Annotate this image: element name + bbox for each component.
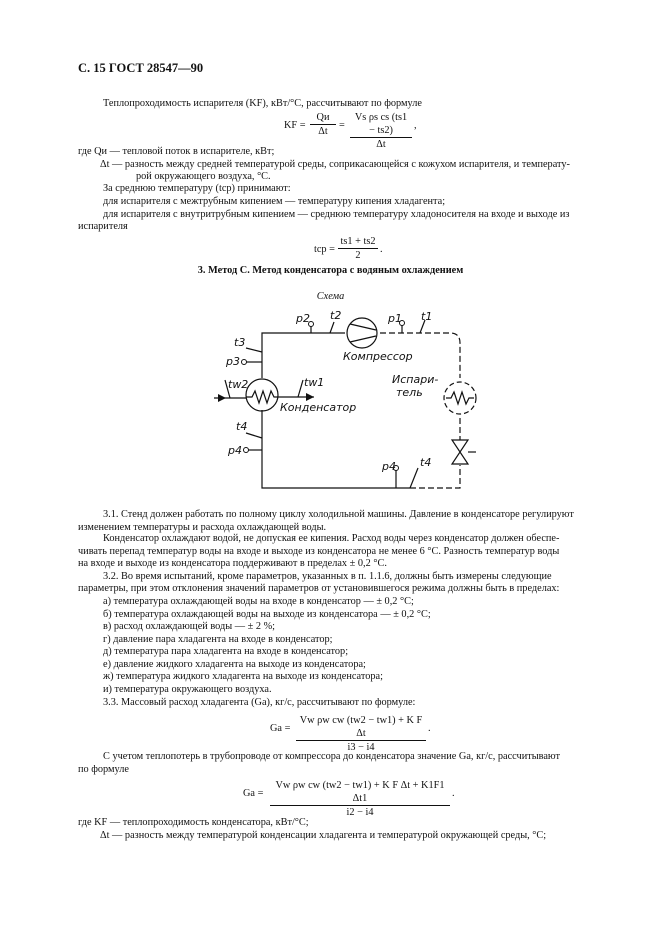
formula-tcp-den: 2 [355,250,361,261]
formula-ga2-den: i2 − i4 [346,807,374,818]
formula-ga2-frac [270,779,450,819]
pcond-line2: чивать перепад температур воды на входе и выходе из конденсатора не менее 6 °C. Разность температур воды [78,546,560,557]
ploss-line2: по формуле [78,764,129,775]
probe-p4-left-dot [244,448,249,453]
label-compressor: Компрессор [343,350,413,363]
avg-temp-3: для испарителя с внутритрубным кипением — среднюю температуру хладоносителя на входе и выходе из [103,209,570,220]
water-out-arrow [306,393,314,401]
probe-tw1 [298,380,303,397]
avg-temp-4: испарителя [78,221,128,232]
formula-ga1-den: i3 − i4 [347,742,375,753]
where1-dt-2: рой окружающего воздуха, °C. [136,171,271,182]
formula-kf-lhs: KF = [284,120,306,131]
p32-item-zh: ж) температура жидкого хладагента на выходе из конденсатора; [103,671,383,682]
label-condenser: Конденсатор [280,401,357,414]
condenser-coil [246,391,278,403]
formula-ga1-num: Vw ρw cw (tw2 − tw1) + K F Δt [296,714,426,741]
label-p4-left: p4 [228,444,242,457]
where2-kf: где KF — теплопроходимость конденсатора, кВт/°C; [78,817,309,828]
pcond-line1: Конденсатор охлаждают водой, не допуская ее кипения. Расход воды через конденсатор должен обеспе- [103,533,560,544]
formula-kf-frac2-den: Δt [376,139,386,150]
p32-line2: параметры, при этом отклонения значений параметров от установившегося режима должны быть в пределах: [78,583,560,594]
label-tw2: tw2 [228,378,249,391]
p33: 3.3. Массовый расход хладагента (Gа), кг/с, рассчитывают по формуле: [103,697,416,708]
probe-t4-left [246,433,262,438]
formula-tcp-tail: . [380,244,383,255]
ploss-line1: С учетом теплопотерь в трубопроводе от компрессора до конденсатора значение Gа, кг/с, рассчитывают [103,751,560,762]
label-p3: p3 [226,355,240,368]
probe-p3-dot [242,360,247,365]
page-header: С. 15 ГОСТ 28547—90 [78,61,204,75]
label-t2: t2 [330,309,342,322]
p32-item-i: и) температура окружающего воздуха. [103,684,272,695]
pipe-left-lower [262,410,410,488]
label-tw1: tw1 [304,376,325,389]
probe-t2 [330,322,334,333]
p32-item-e: е) давление жидкого хладагента на выходе из конденсатора; [103,659,366,670]
section-title: 3. Метод С. Метод конденсатора с водяным охлаждением [197,265,464,276]
evaporator-coil [446,392,474,404]
probe-t3 [246,348,262,352]
where1-q: где Qи — тепловой поток в испарителе, кВт; [78,146,275,157]
probe-t4-right [410,468,418,488]
formula-ga1-lhs: Gа = [270,723,291,734]
formula-ga2-lhs: Gа = [243,788,264,799]
avg-temp-2: для испарителя с межтрубным кипением — температуру кипения хладагента; [103,196,446,207]
formula-kf-frac1-den: Δt [318,126,328,137]
p32-item-b: б) температура охлаждающей воды на выходе из конденсатора — ± 0,2 °C; [103,609,431,620]
label-p1: p1 [388,312,402,325]
pipe-top-left [262,333,345,340]
p31-line2: изменением температуры и расхода охлаждающей воды. [78,522,327,533]
expansion-valve-symbol [452,440,468,464]
formula-kf-frac2-num: Vs ρs cs (ts1 − ts2) [350,111,412,138]
schema-title: Схема [316,291,345,302]
label-t1: t1 [421,310,433,323]
formula-ga1-tail: . [428,723,431,734]
p32-item-a: а) температура охлаждающей воды на входе в конденсатор — ± 0,2 °C; [103,596,414,607]
label-t3: t3 [234,336,246,349]
compressor-lines [350,324,376,342]
formula-kf-eq: = [339,120,345,131]
p32-item-g: г) давление пара хладагента на входе в конденсатор; [103,634,333,645]
p31-line1: 3.1. Стенд должен работать по полному циклу холодильной машины. Давление в конденсаторе регулируют [103,509,574,520]
label-evaporator-2: тель [396,386,423,399]
formula-kf-frac1-num: Qи [310,111,336,125]
compressor-symbol [347,318,377,348]
formula-tcp-lhs: tср = [314,244,335,255]
formula-ga2-tail: . [452,788,455,799]
avg-temp-1: За среднюю температуру (tср) принимают: [103,183,291,194]
where1-dt-1: Δt — разность между средней температурой среды, соприкасающейся с кожухом испарителя, и температу- [100,159,570,170]
intro-kf: Теплопроходимость испарителя (KF), кВт/°C, рассчитывают по формуле [103,98,422,109]
p32-item-v: в) расход охлаждающей воды — ± 2 %; [103,621,276,632]
formula-kf-tail: , [414,120,417,131]
label-t4-right: t4 [420,456,432,469]
p32-line1: 3.2. Во время испытаний, кроме параметров, указанных в п. 1.1.6, должны быть измерены следующие [103,571,552,582]
formula-tcp-num: ts1 + ts2 [338,235,378,249]
formula-ga2-num: Vw ρw cw (tw2 − tw1) + K F Δt + K1F1 Δt1 [270,779,450,806]
where2-dt: Δt — разность между температурой конденсации хладагента и температурой окружающей среды, °C; [100,830,547,841]
water-in-arrow [218,394,226,402]
p32-item-d: д) температура пара хладагента на входе в конденсатор; [103,646,349,657]
pcond-line3: на входе и выходе из конденсатора поддерживают в пределах ± 0,2 °C. [78,558,387,569]
label-p4-right: p4 [382,460,396,473]
formula-ga1-frac [296,714,426,754]
label-t4-left: t4 [236,420,248,433]
label-evaporator-1: Испари- [392,373,439,386]
label-p2: p2 [296,312,310,325]
